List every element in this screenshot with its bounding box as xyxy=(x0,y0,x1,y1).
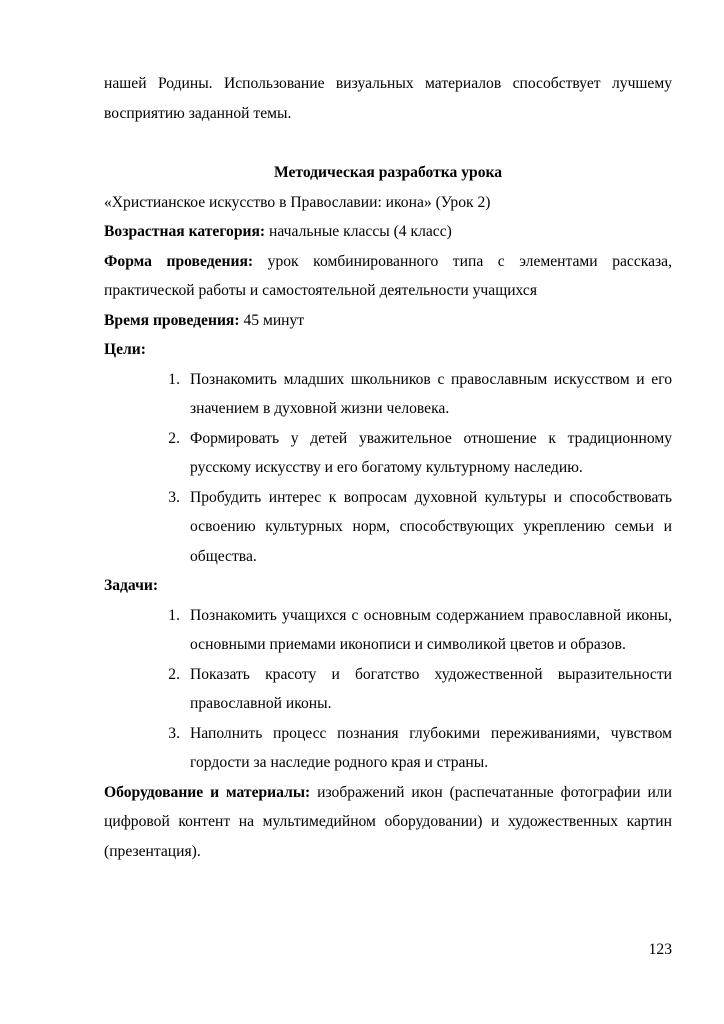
lesson-heading: Методическая разработка урока xyxy=(273,164,503,181)
lesson-time-label: Время проведения: xyxy=(104,311,240,329)
lesson-time-value: 45 минут xyxy=(239,311,305,329)
tasks-list xyxy=(104,601,672,778)
lesson-form xyxy=(104,247,672,306)
goals-list-item xyxy=(104,424,672,483)
document-page xyxy=(104,69,672,866)
equipment-value: изображений икон (распечатанные фотографии или цифровой контент на мультимедийном оборудовании) и художественных картин (презентация). xyxy=(104,783,673,860)
age-category-label: Возрастная категория: xyxy=(104,223,266,240)
tasks-item-number: 3. xyxy=(168,724,180,742)
tasks-item-number: 2. xyxy=(168,665,180,683)
equipment-paragraph xyxy=(104,778,672,867)
goals-list-item xyxy=(104,483,672,572)
lesson-title: «Христианское искусство в Православии: икона» (Урок 2) xyxy=(104,193,491,211)
tasks-item-text: Наполнить процесс познания глубокими переживаниями, чувством гордости за наследие родного края и страны. xyxy=(190,724,672,771)
lesson-time xyxy=(104,306,672,336)
lesson-form-value: урок комбинированного типа с элементами рассказа, практической работы и самостоятельной деятельности учащихся xyxy=(104,252,672,299)
tasks-item-text: Показать красоту и богатство художественной выразительности православной иконы. xyxy=(190,665,672,712)
equipment-label: Оборудование и материалы: xyxy=(104,783,311,801)
goals-item-number: 2. xyxy=(168,429,180,447)
goals-heading: Цели: xyxy=(104,341,146,358)
age-category-value: начальные классы (4 класс) xyxy=(265,223,452,240)
goals-item-text: Пробудить интерес к вопросам духовной культуры и способствовать освоению культурных норм, способствующих укреплению семьи и общества. xyxy=(190,488,672,565)
goals-item-number: 1. xyxy=(168,370,180,388)
tasks-item-text: Познакомить учащихся с основным содержанием православной иконы, основными приемами иконописи и символикой цветов и образов. xyxy=(190,606,672,653)
goals-item-number: 3. xyxy=(168,488,180,506)
intro-paragraph: нашей Родины. Использование визуальных материалов способствует лучшему восприятию заданной темы. xyxy=(104,75,672,122)
goals-list xyxy=(104,365,672,572)
tasks-list-item xyxy=(104,719,672,778)
goals-item-text: Формировать у детей уважительное отношение к традиционному русскому искусству и его богатому культурному наследию. xyxy=(190,429,672,476)
tasks-heading: Задачи: xyxy=(104,577,159,594)
page-number: 123 xyxy=(648,941,672,958)
goals-list-item xyxy=(104,365,672,424)
goals-item-text: Познакомить младших школьников с православным искусством и его значением в духовной жизни человека. xyxy=(190,370,672,417)
tasks-list-item xyxy=(104,601,672,660)
age-category xyxy=(104,217,672,247)
lesson-form-label: Форма проведения: xyxy=(104,252,254,270)
tasks-item-number: 1. xyxy=(168,606,180,624)
tasks-list-item xyxy=(104,660,672,719)
